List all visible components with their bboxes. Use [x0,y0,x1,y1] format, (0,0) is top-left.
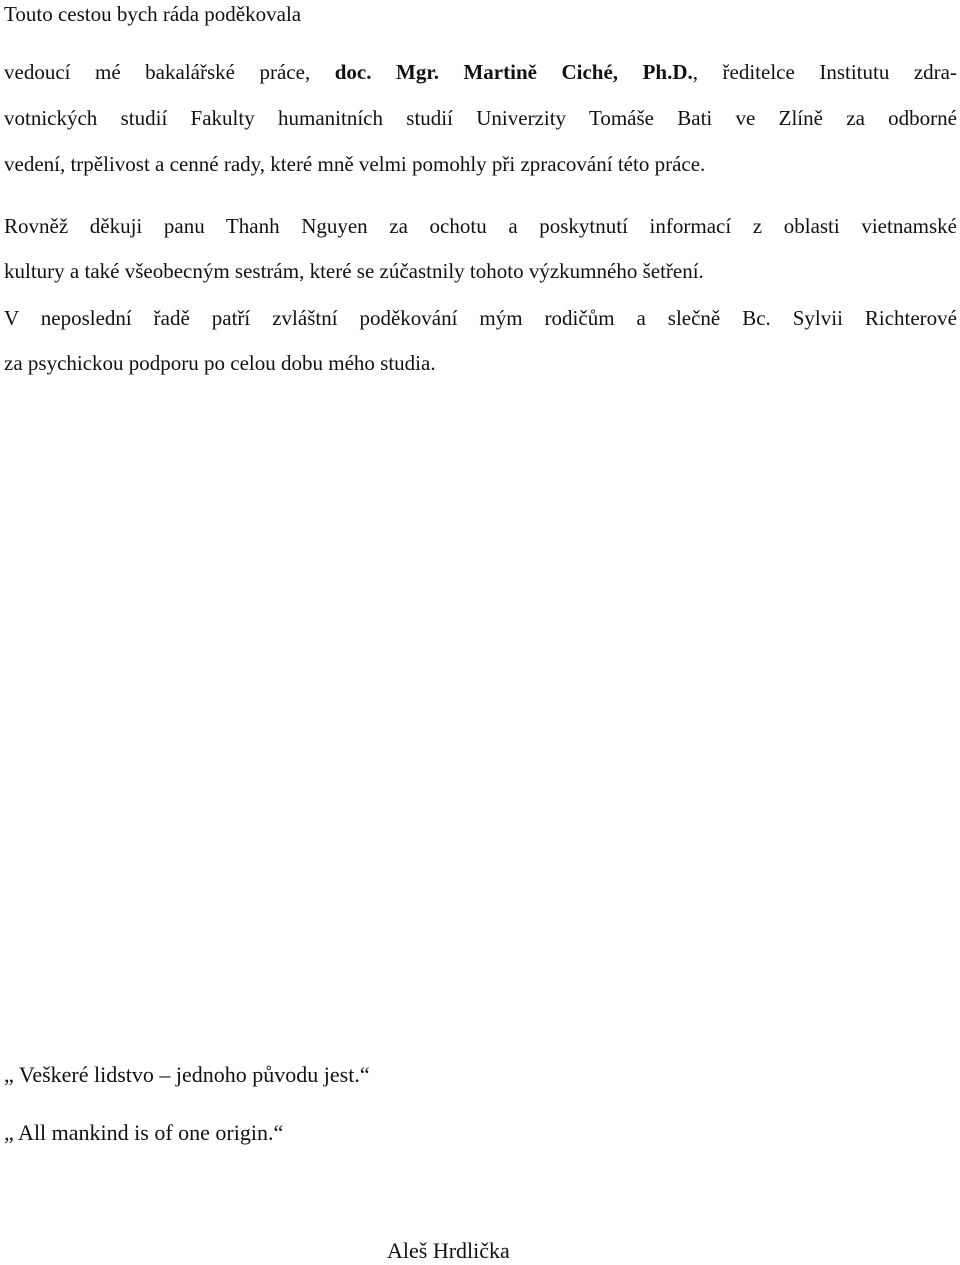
paragraph-2-line-2: kultury a také všeobecným sestrám, které se zúčastnily tohoto výzkumného šetření. [4,259,704,283]
paragraph-1-line-1 [4,58,957,86]
paragraph-3-line-2: za psychickou podporu po celou dobu mého studia. [4,351,436,375]
paragraph-2-line-1: Rovněž děkuji panu Thanh Nguyen za ochotu a poskytnutí informací z oblasti vietnamské [4,214,957,238]
motto-author: Aleš Hrdlička [387,1238,510,1263]
supervisor-name: doc. Mgr. Martině Ciché, Ph.D. [334,60,693,84]
paragraph-1-line-3: vedení, trpělivost a cenné rady, které mně velmi pomohly při zpracování této práce. [4,152,706,176]
supervisor-role-text: , ředitelce Institutu zdra- [692,60,957,84]
paragraph-3-line-1: V neposlední řadě patří zvláštní poděkování mým rodičům a slečně Bc. Sylvii Richterové [4,306,957,330]
paragraph-1-line-2: votnických studií Fakulty humanitních studií Univerzity Tomáše Bati ve Zlíně za odborné [4,106,957,130]
intro-line: Touto cestou bych ráda poděkovala [4,2,302,26]
motto-czech: „ Veškeré lidstvo – jednoho původu jest.“ [4,1062,370,1087]
motto-english: „ All mankind is of one origin.“ [4,1120,284,1145]
supervisor-intro-text: vedoucí mé bakalářské práce, [4,60,335,84]
